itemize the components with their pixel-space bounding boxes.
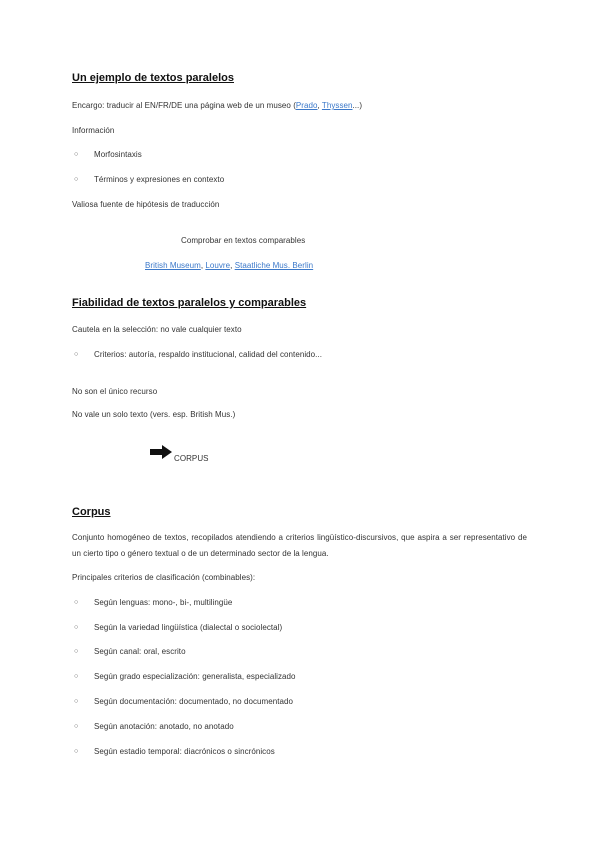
bullet-icon: ○ bbox=[74, 748, 79, 755]
section-title-corpus: Corpus bbox=[72, 506, 111, 518]
bullet-icon: ○ bbox=[74, 624, 79, 631]
single-text-note: No vale un solo texto (vers. esp. British Mus.) bbox=[72, 410, 236, 419]
criteria-item-variety: Según la variedad lingüística (dialectal o sociolectal) bbox=[94, 623, 283, 632]
section-title-parallel-texts: Un ejemplo de textos paralelos bbox=[72, 72, 234, 84]
not-only-resource: No son el único recurso bbox=[72, 387, 158, 396]
list-item-criteria: Criterios: autoría, respaldo institucional, calidad del contenido... bbox=[94, 350, 322, 359]
link-separator: , bbox=[230, 261, 235, 270]
link-separator: , bbox=[200, 261, 206, 270]
bullet-icon: ○ bbox=[74, 351, 79, 358]
criteria-item-channel: Según canal: oral, escrito bbox=[94, 647, 186, 656]
link-louvre[interactable]: Louvre bbox=[205, 261, 231, 270]
task-line bbox=[72, 101, 362, 110]
bullet-icon: ○ bbox=[74, 151, 79, 158]
criteria-item-annotation: Según anotación: anotado, no anotado bbox=[94, 722, 234, 731]
bullet-icon: ○ bbox=[74, 176, 79, 183]
bullet-icon: ○ bbox=[74, 698, 79, 705]
criteria-item-temporal: Según estadio temporal: diacrónicos o sincrónicos bbox=[94, 747, 275, 756]
task-prefix: Encargo: traducir al EN/FR/DE una página web de un museo ( bbox=[72, 101, 296, 110]
list-item-terms: Términos y expresiones en contexto bbox=[94, 175, 225, 184]
criteria-item-specialization: Según grado especialización: generalista, especializado bbox=[94, 672, 296, 681]
right-arrow-icon bbox=[149, 444, 173, 460]
link-staatliche-museen-berlin[interactable]: Staatliche Mus. Berlin bbox=[234, 261, 314, 270]
link-prado[interactable]: Prado bbox=[295, 101, 318, 110]
info-label: Información bbox=[72, 126, 115, 135]
bullet-icon: ○ bbox=[74, 648, 79, 655]
bullet-icon: ○ bbox=[74, 599, 79, 606]
bullet-icon: ○ bbox=[74, 723, 79, 730]
task-suffix: ...) bbox=[352, 101, 363, 110]
bullet-icon: ○ bbox=[74, 673, 79, 680]
list-item-morfosintaxis: Morfosintaxis bbox=[94, 150, 142, 159]
hypothesis-note: Valiosa fuente de hipótesis de traducción bbox=[72, 200, 220, 209]
criteria-item-documentation: Según documentación: documentado, no documentado bbox=[94, 697, 293, 706]
corpus-arrow-label: CORPUS bbox=[174, 454, 209, 463]
link-british-museum[interactable]: British Museum bbox=[145, 261, 201, 270]
criteria-item-languages: Según lenguas: mono-, bi-, multilingüe bbox=[94, 598, 233, 607]
caution-line: Cautela en la selección: no vale cualquier texto bbox=[72, 325, 242, 334]
corpus-definition: Conjunto homogéneo de textos, recopilados atendiendo a criterios lingüístico-discursivos, que aspira a ser representativo de un cierto tipo o género textual o de un determinado sector de la lengua. bbox=[72, 533, 527, 558]
reference-links bbox=[145, 261, 313, 270]
compare-note: Comprobar en textos comparables bbox=[181, 236, 306, 245]
link-thyssen[interactable]: Thyssen bbox=[321, 101, 353, 110]
link-separator: , bbox=[317, 101, 322, 110]
criteria-intro: Principales criterios de clasificación (combinables): bbox=[72, 573, 256, 582]
section-title-reliability: Fiabilidad de textos paralelos y comparables bbox=[72, 297, 307, 309]
